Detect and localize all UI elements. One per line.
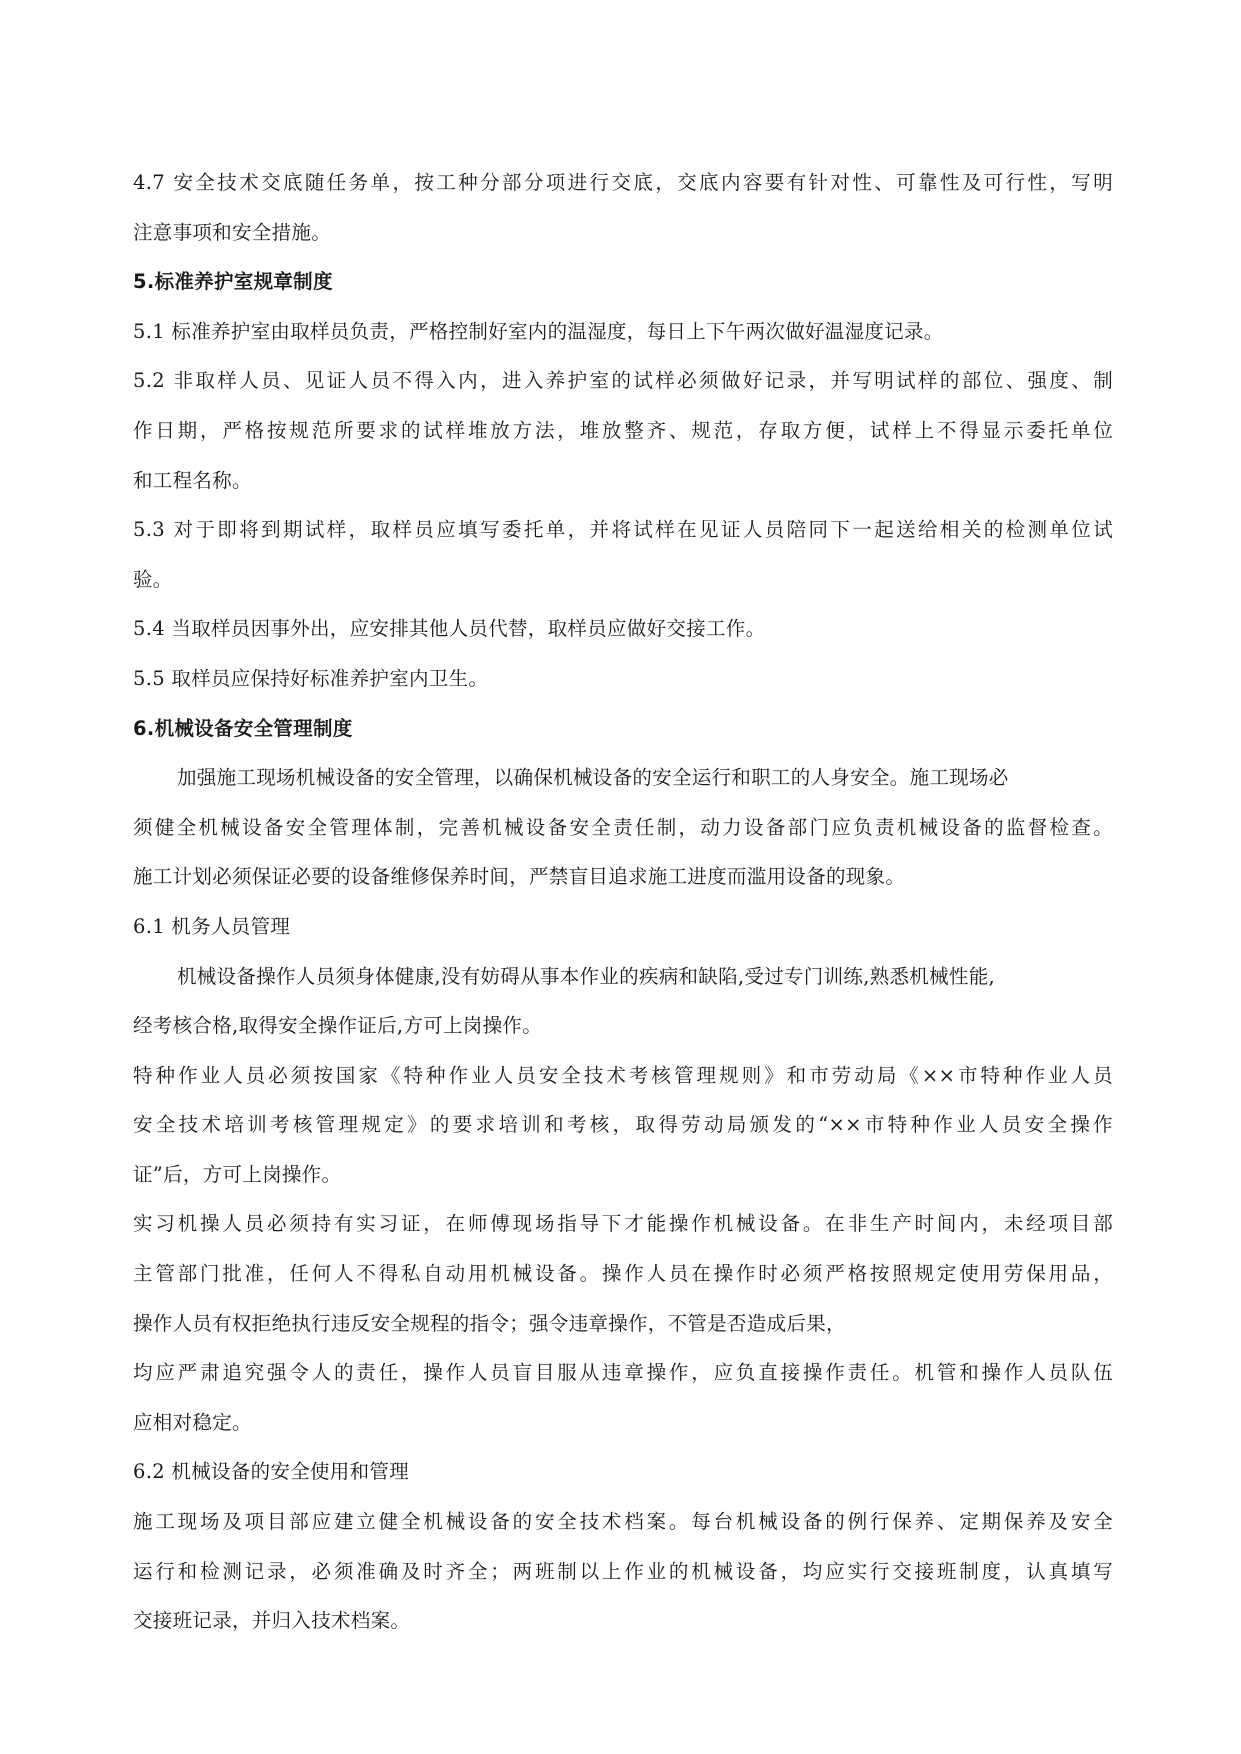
paragraph-6-2-line-1: 施工现场及项目部应建立健全机械设备的安全技术档案。每台机械设备的例行保养、定期保养及安全 (133, 1510, 1113, 1534)
paragraph-6-intro-line-2: 须健全机械设备安全管理体制，完善机械设备安全责任制，动力设备部门应负责机械设备的监督检查。 (133, 815, 1113, 839)
paragraph-6-1-b-line-2: 安全技术培训考核管理规定》的要求培训和考核，取得劳动局颁发的“××市特种作业人员安全操作 (133, 1113, 1113, 1137)
paragraph-6-1-b-line-1: 特种作业人员必须按国家《特种作业人员安全技术考核管理规则》和市劳动局《××市特种作业人员 (133, 1063, 1113, 1087)
paragraph-6-1-d-line-2: 应相对稳定。 (133, 1410, 252, 1434)
subsection-6-2-heading: 6.2 机械设备的安全使用和管理 (133, 1460, 410, 1484)
paragraph-6-2-line-3: 交接班记录，并归入技术档案。 (133, 1609, 411, 1633)
paragraph-6-1-a-line-1: 机械设备操作人员须身体健康,没有妨碍从事本作业的疾病和缺陷,受过专门训练,熟悉机械性能, (177, 964, 995, 988)
paragraph-5-4-line-1: 5.4 当取样员因事外出，应安排其他人员代替，取样员应做好交接工作。 (133, 617, 766, 641)
paragraph-4-7-line-1: 4.7 安全技术交底随任务单，按工种分部分项进行交底，交底内容要有针对性、可靠性及可行性，写明 (133, 171, 1113, 194)
paragraph-6-intro-line-1: 加强施工现场机械设备的安全管理，以确保机械设备的安全运行和职工的人身安全。施工现场必 (177, 766, 1009, 790)
paragraph-6-1-c-line-1: 实习机操人员必须持有实习证，在师傅现场指导下才能操作机械设备。在非生产时间内，未经项目部 (133, 1212, 1113, 1236)
paragraph-6-2-line-2: 运行和检测记录，必须准确及时齐全；两班制以上作业的机械设备，均应实行交接班制度，认真填写 (133, 1559, 1113, 1583)
section-6-heading: 6.机械设备安全管理制度 (133, 716, 353, 740)
paragraph-5-2-line-1: 5.2 非取样人员、见证人员不得入内，进入养护室的试样必须做好记录，并写明试样的部位、强度、制 (133, 369, 1113, 393)
paragraph-5-3-line-2: 验。 (133, 567, 173, 591)
paragraph-6-1-d-line-1: 均应严肃追究强令人的责任，操作人员盲目服从违章操作，应负直接操作责任。机管和操作人员队伍 (133, 1361, 1113, 1385)
subsection-6-1-heading: 6.1 机务人员管理 (133, 914, 291, 938)
paragraph-6-1-c-line-3: 操作人员有权拒绝执行违反安全规程的指令；强令违章操作，不管是否造成后果， (133, 1311, 846, 1335)
document-page (133, 168, 1113, 1656)
paragraph-4-7-line-2: 注意事项和安全措施。 (133, 220, 332, 244)
paragraph-5-2-line-3: 和工程名称。 (133, 468, 252, 492)
paragraph-6-1-c-line-2: 主管部门批准，任何人不得私自动用机械设备。操作人员在操作时必须严格按照规定使用劳保用品， (133, 1262, 1113, 1286)
paragraph-6-1-b-line-3: 证”后，方可上岗操作。 (133, 1162, 342, 1186)
paragraph-6-intro-line-3: 施工计划必须保证必要的设备维修保养时间，严禁盲目追求施工进度而滥用设备的现象。 (133, 865, 906, 889)
paragraph-6-1-a-line-2: 经考核合格,取得安全操作证后,方可上岗操作。 (133, 1014, 542, 1038)
paragraph-5-2-line-2: 作日期，严格按规范所要求的试样堆放方法，堆放整齐、规范，存取方便，试样上不得显示委托单位 (133, 418, 1113, 442)
section-5-heading: 5.标准养护室规章制度 (133, 270, 333, 294)
paragraph-5-5-line-1: 5.5 取样员应保持好标准养护室内卫生。 (133, 666, 489, 690)
paragraph-5-1-line-1: 5.1 标准养护室由取样员负责，严格控制好室内的温湿度，每日上下午两次做好温湿度记录。 (133, 319, 944, 343)
paragraph-5-3-line-1: 5.3 对于即将到期试样，取样员应填写委托单，并将试样在见证人员陪同下一起送给相关的检测单位试 (133, 518, 1113, 542)
